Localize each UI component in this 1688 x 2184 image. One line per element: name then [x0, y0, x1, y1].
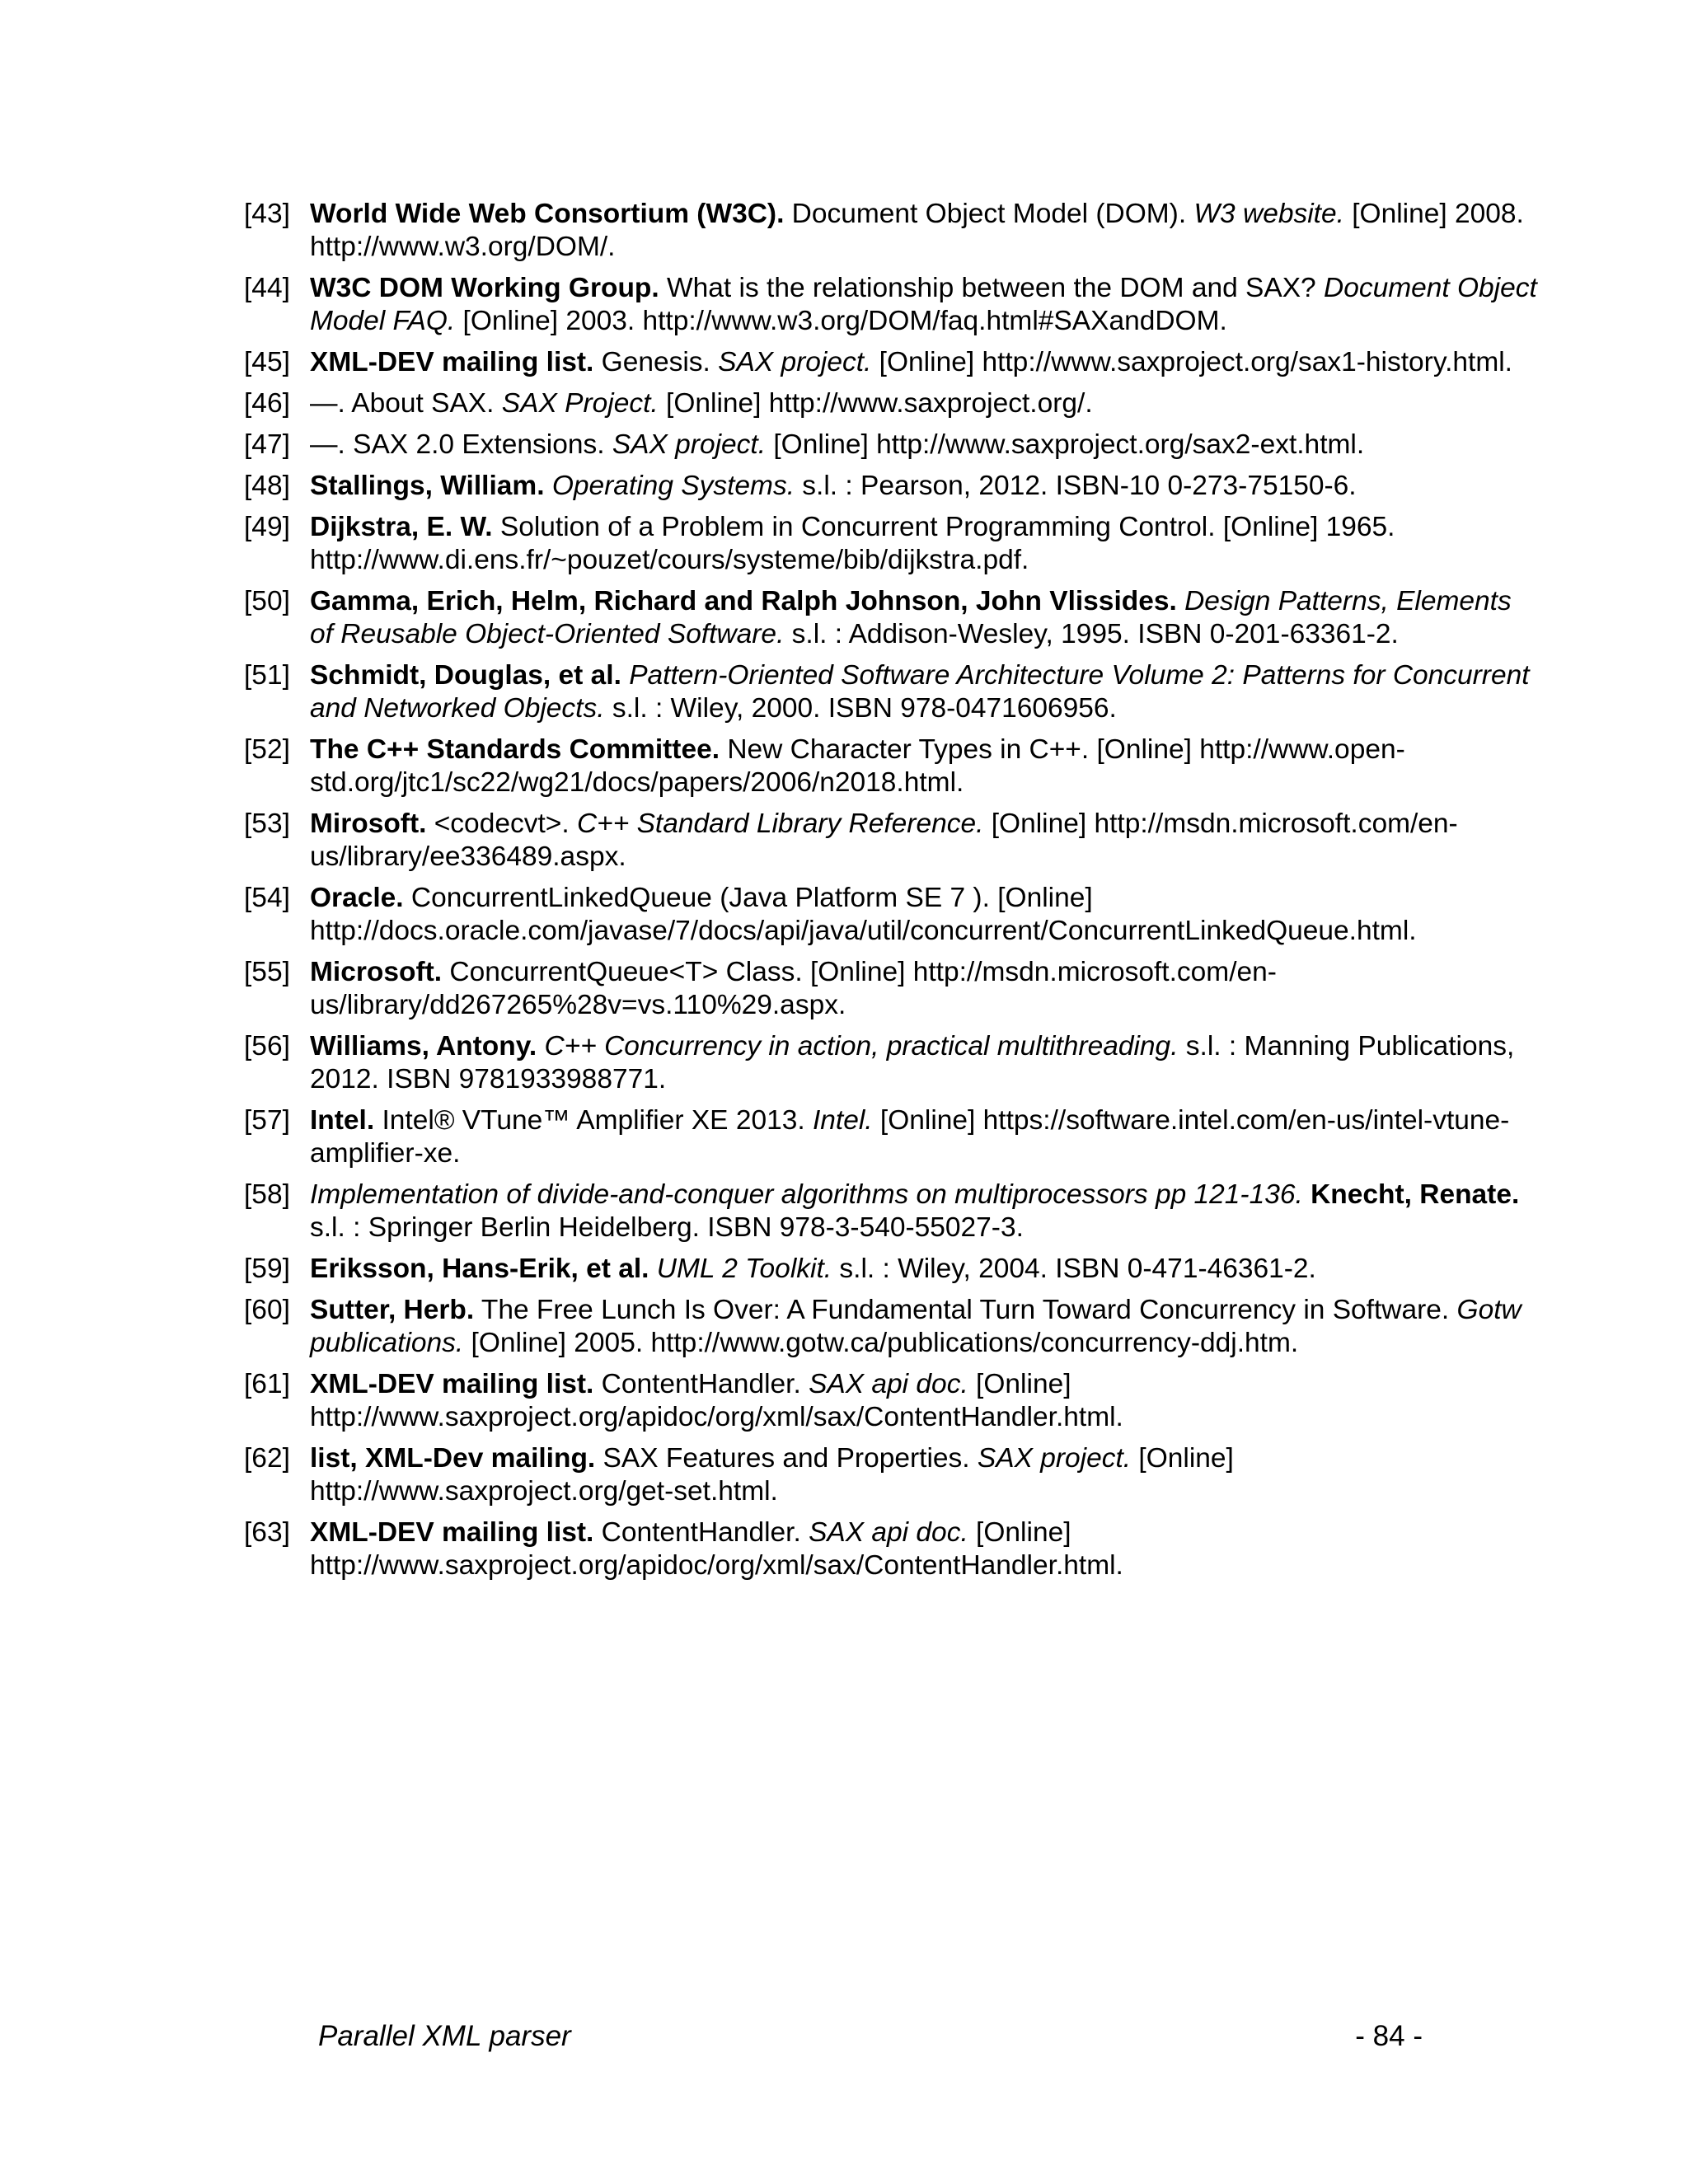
reference-entry: [244, 387, 1538, 420]
reference-detail: s.l. : Pearson, 2012. ISBN-10 0-273-75150-6.: [795, 471, 1357, 501]
reference-detail: Intel® VTune™ Amplifier XE 2013.: [374, 1105, 813, 1136]
reference-detail: [1177, 586, 1184, 616]
reference-number: [54]: [244, 883, 290, 913]
reference-detail: s.l. : Springer Berlin Heidelberg. ISBN 978-3-540-55027-3.: [310, 1212, 1024, 1243]
reference-number: [46]: [244, 388, 290, 419]
reference-number: [44]: [244, 273, 290, 303]
reference-entry: [244, 511, 1538, 577]
reference-detail: [545, 471, 552, 501]
reference-text: [310, 1443, 1234, 1507]
page-footer: [318, 2016, 1423, 2057]
reference-text: [310, 1295, 1522, 1358]
reference-entry: [244, 1368, 1538, 1434]
reference-author: XML-DEV mailing list.: [310, 1517, 594, 1548]
reference-number: [49]: [244, 512, 290, 542]
reference-text: [310, 883, 1417, 946]
reference-detail: [Online] 2003. http://www.w3.org/DOM/faq.html#SAXandDOM.: [455, 306, 1227, 336]
reference-detail: s.l. : Manning Publications, 2012. ISBN 9781933988771.: [310, 1031, 1515, 1094]
reference-title-italic: Gotw publications.: [310, 1295, 1522, 1358]
reference-author: Dijkstra, E. W.: [310, 512, 493, 542]
reference-text: [310, 347, 1512, 377]
reference-title-italic: SAX api doc.: [809, 1517, 968, 1548]
reference-author: XML-DEV mailing list.: [310, 1369, 594, 1399]
reference-number: [61]: [244, 1369, 290, 1399]
reference-number: [63]: [244, 1517, 290, 1548]
reference-entry: [244, 1442, 1538, 1508]
reference-detail: ContentHandler.: [593, 1369, 809, 1399]
reference-author: Schmidt, Douglas, et al.: [310, 660, 621, 691]
reference-text: [310, 808, 1458, 872]
reference-detail: Genesis.: [593, 347, 719, 377]
reference-author: Sutter, Herb.: [310, 1295, 475, 1325]
reference-text: [310, 471, 1357, 501]
reference-title-italic: C++ Standard Library Reference.: [576, 808, 984, 839]
reference-author: Williams, Antony.: [310, 1031, 537, 1062]
reference-number: [59]: [244, 1254, 290, 1284]
reference-detail: ConcurrentLinkedQueue (Java Platform SE 7 ). [Online] http://docs.oracle.com/javase/7/docs/api/java/util/concurrent/ConcurrentLinkedQueue.html.: [310, 883, 1417, 946]
reference-detail: —. About SAX.: [310, 388, 502, 419]
reference-entry: [244, 882, 1538, 948]
reference-author: Mirosoft.: [310, 808, 427, 839]
reference-detail: —. SAX 2.0 Extensions.: [310, 429, 612, 460]
reference-detail: [Online] 2005. http://www.gotw.ca/publications/concurrency-ddj.htm.: [463, 1328, 1299, 1358]
reference-number: [47]: [244, 429, 290, 460]
reference-title-italic: Intel.: [812, 1105, 873, 1136]
reference-detail: [Online] http://www.saxproject.org/sax1-history.html.: [871, 347, 1512, 377]
reference-detail: [Online] http://msdn.microsoft.com/en-us/library/ee336489.aspx.: [310, 808, 1458, 872]
reference-text: [310, 273, 1537, 336]
reference-detail: The Free Lunch Is Over: A Fundamental Turn Toward Concurrency in Software.: [474, 1295, 1457, 1325]
reference-detail: [Online] https://software.intel.com/en-us/intel-vtune-amplifier-xe.: [310, 1105, 1510, 1169]
reference-detail: SAX Features and Properties.: [595, 1443, 978, 1474]
reference-detail: [Online] http://www.saxproject.org/sax2-ext.html.: [766, 429, 1365, 460]
reference-detail: s.l. : Wiley, 2000. ISBN 978-0471606956.: [604, 693, 1117, 724]
reference-number: [57]: [244, 1105, 290, 1136]
reference-title-italic: Document Object Model FAQ.: [310, 273, 1537, 336]
reference-text: [310, 1517, 1123, 1581]
reference-author: W3C DOM Working Group.: [310, 273, 659, 303]
reference-author: Microsoft.: [310, 957, 443, 987]
reference-entry: [244, 429, 1538, 462]
reference-number: [53]: [244, 808, 290, 839]
reference-author: The C++ Standards Committee.: [310, 734, 720, 765]
reference-author: World Wide Web Consortium (W3C).: [310, 199, 785, 229]
reference-title-italic: Implementation of divide-and-conquer algorithms on multiprocessors pp 121-136.: [310, 1179, 1303, 1210]
reference-number: [48]: [244, 471, 290, 501]
reference-detail: [621, 660, 629, 691]
reference-detail: ContentHandler.: [593, 1517, 809, 1548]
reference-number: [55]: [244, 957, 290, 987]
reference-entry: [244, 956, 1538, 1022]
page-number: - 84 -: [1355, 2020, 1423, 2052]
reference-entry: [244, 1030, 1538, 1096]
reference-author: Stallings, William.: [310, 471, 545, 501]
reference-detail: Solution of a Problem in Concurrent Programming Control. [Online] 1965. http://www.di.ens.fr/~pouzet/cours/systeme/bib/dijkstra.pdf.: [310, 512, 1395, 575]
reference-title-italic: W3 website.: [1193, 199, 1344, 229]
reference-entry: [244, 1253, 1538, 1286]
reference-text: [310, 512, 1395, 575]
reference-detail: s.l. : Wiley, 2004. ISBN 0-471-46361-2.: [832, 1254, 1316, 1284]
reference-detail: [Online] http://www.saxproject.org/apidoc/org/xml/sax/ContentHandler.html.: [310, 1517, 1123, 1581]
reference-title-italic: SAX project.: [612, 429, 767, 460]
reference-title-italic: C++ Concurrency in action, practical multithreading.: [544, 1031, 1179, 1062]
reference-entry: [244, 272, 1538, 338]
reference-number: [45]: [244, 347, 290, 377]
reference-list: [244, 198, 1538, 1591]
footer-title: Parallel XML parser: [318, 2020, 571, 2052]
reference-detail: New Character Types in C++. [Online] http://www.open-std.org/jtc1/sc22/wg21/docs/papers/2006/n2018.html.: [310, 734, 1405, 798]
reference-detail: [1303, 1179, 1311, 1210]
reference-entry: [244, 1294, 1538, 1360]
reference-number: [56]: [244, 1031, 290, 1062]
reference-detail: What is the relationship between the DOM and SAX?: [659, 273, 1324, 303]
reference-entry: [244, 733, 1538, 799]
reference-title-italic: UML 2 Toolkit.: [656, 1254, 832, 1284]
reference-number: [58]: [244, 1179, 290, 1210]
reference-entry: [244, 808, 1538, 874]
reference-number: [52]: [244, 734, 290, 765]
reference-detail: <codecvt>.: [426, 808, 577, 839]
reference-detail: s.l. : Addison-Wesley, 1995. ISBN 0-201-63361-2.: [784, 619, 1399, 649]
reference-entry: [244, 198, 1538, 264]
reference-text: [310, 1031, 1514, 1094]
reference-text: [310, 586, 1512, 649]
reference-detail: [Online] 2008. http://www.w3.org/DOM/.: [310, 199, 1524, 262]
reference-number: [43]: [244, 199, 290, 229]
reference-text: [310, 660, 1530, 724]
reference-title-italic: SAX api doc.: [809, 1369, 968, 1399]
reference-author: Knecht, Renate.: [1311, 1179, 1520, 1210]
reference-entry: [244, 470, 1538, 503]
reference-number: [60]: [244, 1295, 290, 1325]
reference-entry: [244, 346, 1538, 379]
reference-detail: [Online] http://www.saxproject.org/.: [658, 388, 1093, 419]
reference-title-italic: Pattern-Oriented Software Architecture Volume 2: Patterns for Concurrent and Networked Objects.: [310, 660, 1530, 724]
reference-detail: [Online] http://www.saxproject.org/get-set.html.: [310, 1443, 1234, 1507]
reference-number: [62]: [244, 1443, 290, 1474]
reference-text: [310, 429, 1364, 460]
reference-title-italic: SAX project.: [718, 347, 872, 377]
reference-entry: [244, 1516, 1538, 1582]
reference-title-italic: Design Patterns, Elements of Reusable Object-Oriented Software.: [310, 586, 1512, 649]
reference-entry: [244, 659, 1538, 725]
reference-entry: [244, 585, 1538, 651]
reference-author: XML-DEV mailing list.: [310, 347, 594, 377]
reference-text: [310, 1254, 1316, 1284]
reference-author: Intel.: [310, 1105, 375, 1136]
reference-number: [50]: [244, 586, 290, 616]
reference-detail: Document Object Model (DOM).: [784, 199, 1194, 229]
reference-text: [310, 1369, 1123, 1432]
reference-author: Gamma, Erich, Helm, Richard and Ralph Johnson, John Vlissides.: [310, 586, 1177, 616]
reference-author: Eriksson, Hans-Erik, et al.: [310, 1254, 649, 1284]
reference-detail: [649, 1254, 656, 1284]
reference-entry: [244, 1179, 1538, 1244]
reference-title-italic: Operating Systems.: [551, 471, 795, 501]
reference-title-italic: SAX project.: [977, 1443, 1132, 1474]
reference-text: [310, 1179, 1519, 1243]
reference-text: [310, 199, 1524, 262]
reference-title-italic: SAX Project.: [501, 388, 659, 419]
reference-text: [310, 957, 1277, 1020]
reference-text: [310, 734, 1405, 798]
reference-detail: [Online] http://www.saxproject.org/apidoc/org/xml/sax/ContentHandler.html.: [310, 1369, 1123, 1432]
reference-number: [51]: [244, 660, 290, 691]
reference-detail: ConcurrentQueue<T> Class. [Online] http://msdn.microsoft.com/en-us/library/dd267265%28v=vs.110%29.aspx.: [310, 957, 1277, 1020]
reference-author: list, XML-Dev mailing.: [310, 1443, 596, 1474]
reference-author: Oracle.: [310, 883, 404, 913]
reference-entry: [244, 1104, 1538, 1170]
reference-text: [310, 388, 1093, 419]
reference-text: [310, 1105, 1509, 1169]
